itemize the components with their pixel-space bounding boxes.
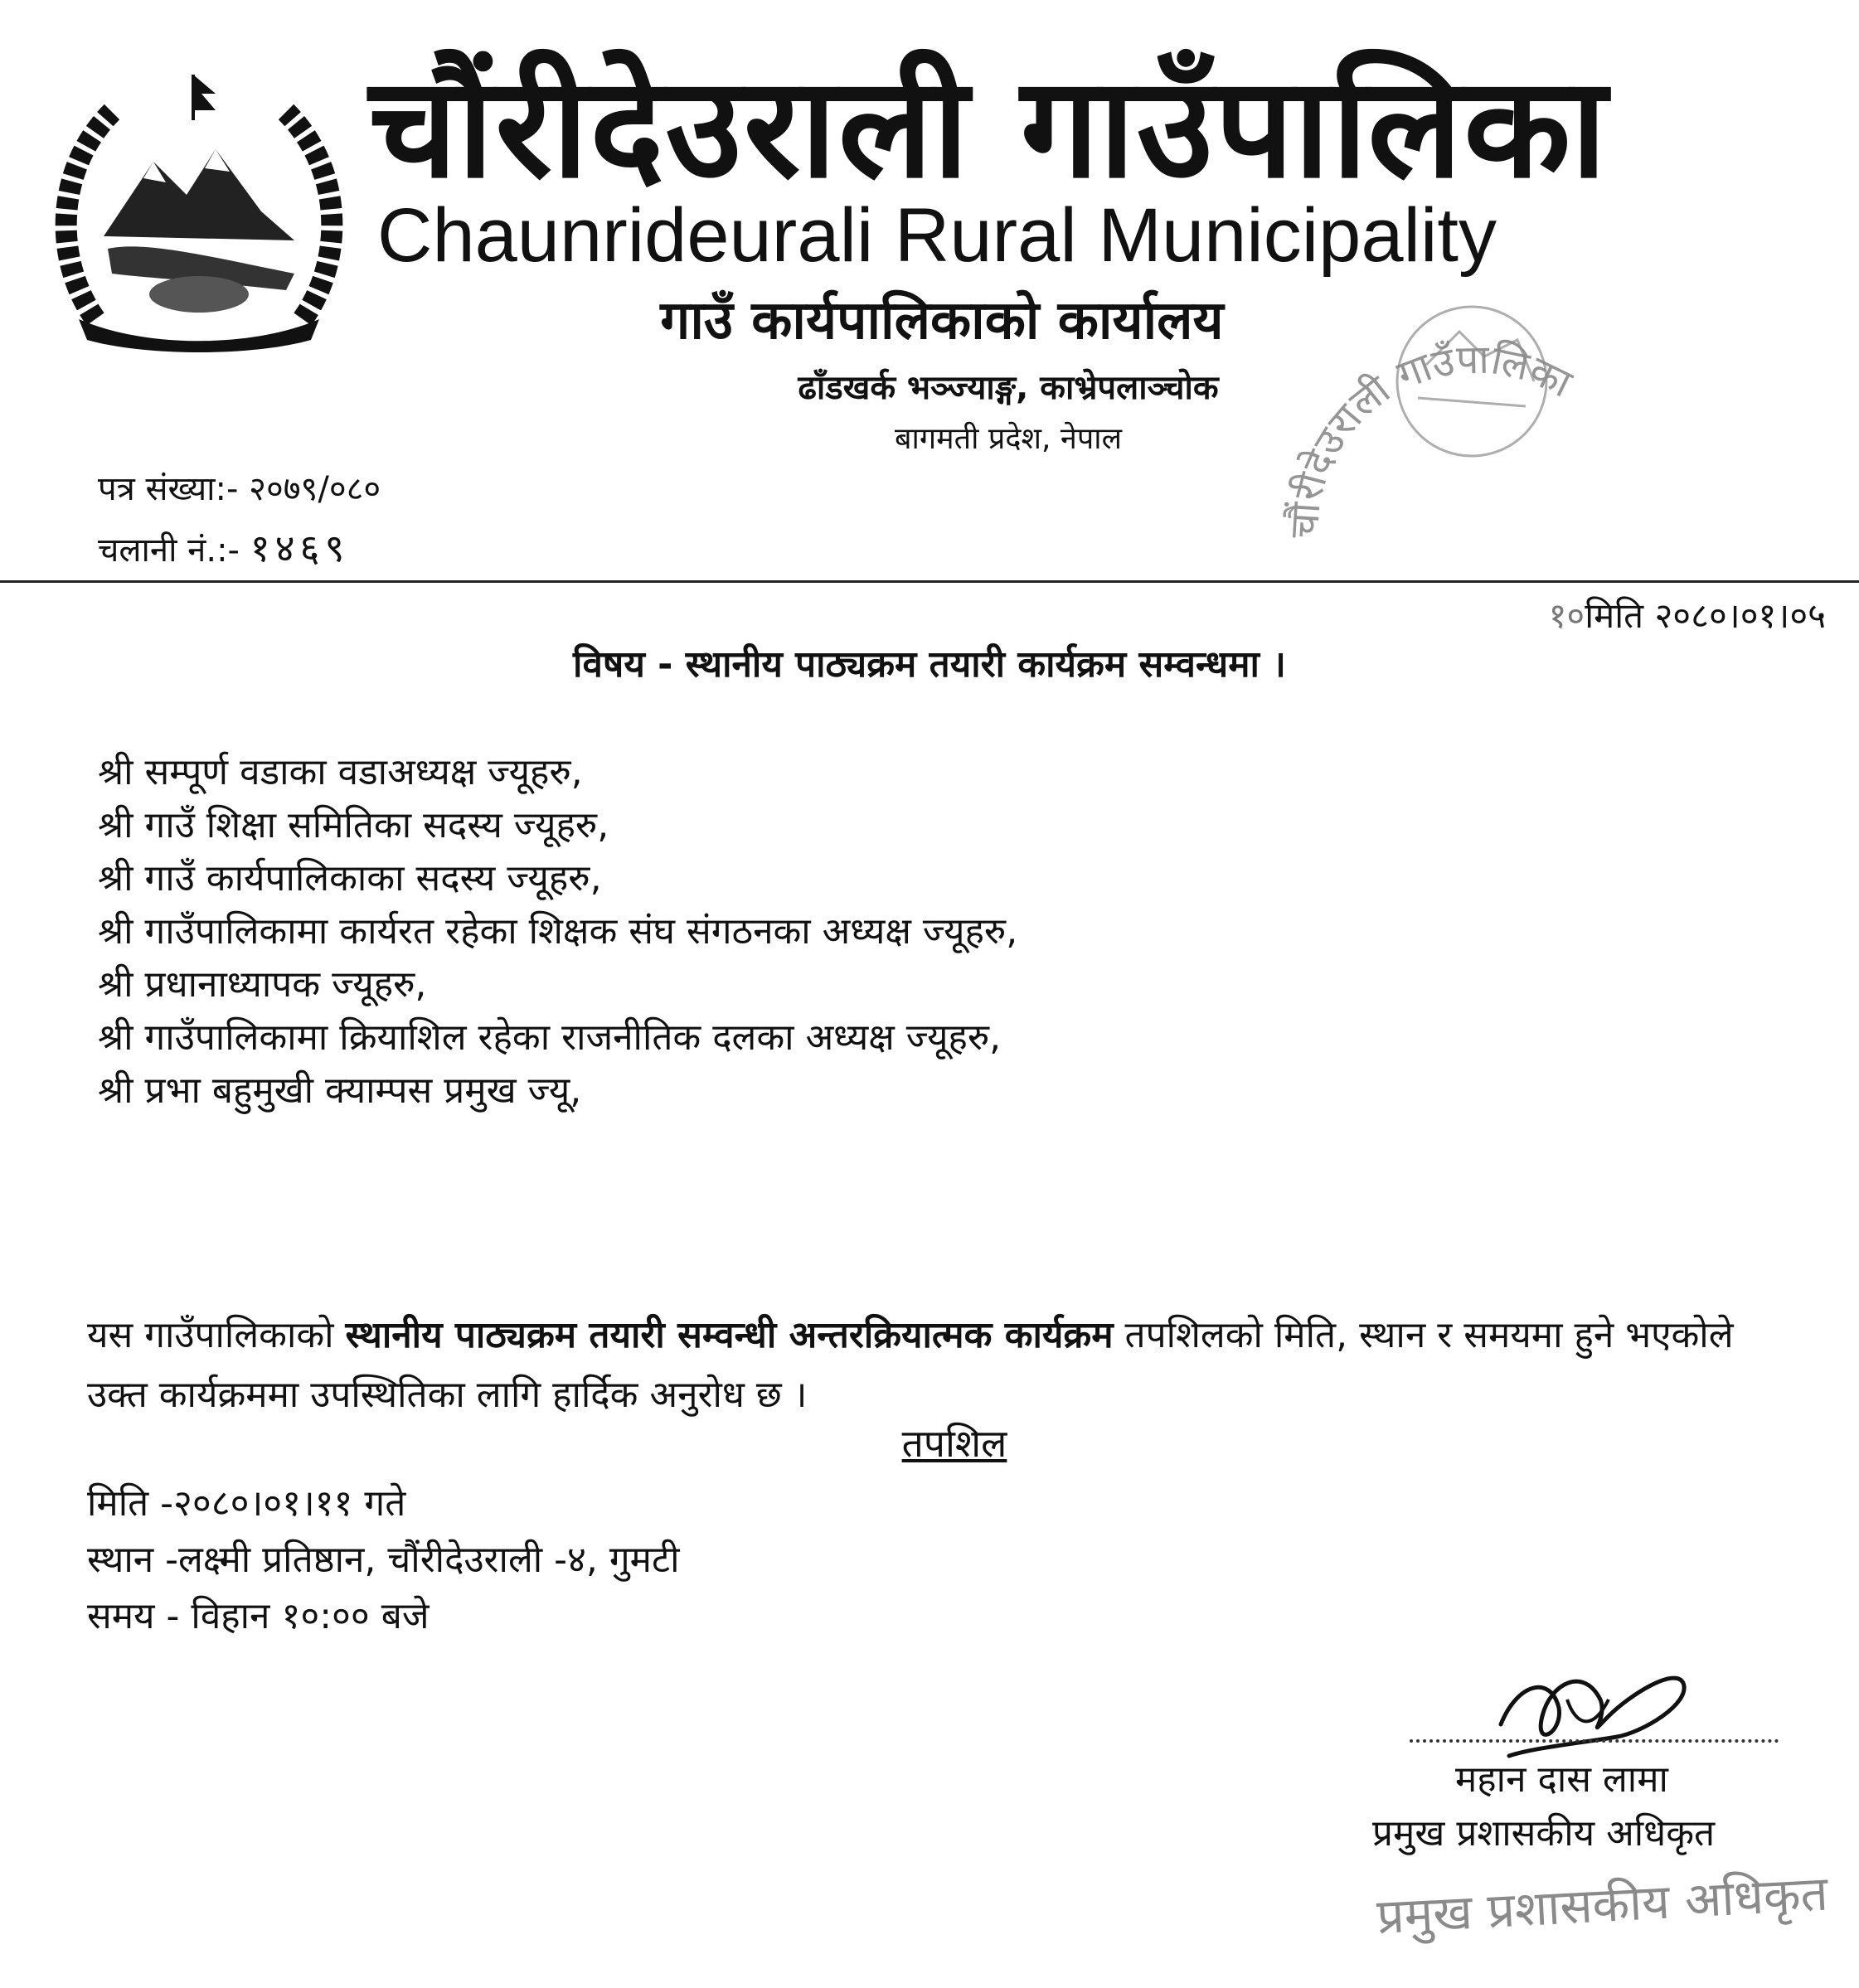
recipient-item: श्री सम्पूर्ण वडाका वडाअध्यक्ष ज्यूहरु,: [98, 751, 583, 793]
office-seal-stamp: [1269, 265, 1667, 597]
body-paragraph: [87, 1306, 1770, 1425]
date-label: मिति: [1585, 595, 1644, 636]
date-prefix: १०: [1548, 595, 1585, 636]
letter-date: [1548, 595, 1826, 636]
letter-number-label: पत्र संख्या:-: [98, 470, 239, 508]
recipient-item: श्री गाउँ कार्यपालिकाका सदस्य ज्यूहरु,: [98, 857, 602, 899]
body-text-bold: स्थानीय पाठ्यक्रम तयारी सम्वन्धी अन्तरक्रियात्मक कार्यक्रम: [345, 1314, 1114, 1356]
address-line-1: ढाँडखर्क भञ्ज्याङ्ग, काभ्रेपलाञ्चोक: [798, 369, 1219, 407]
letter-number-value: २०७९/०८०: [249, 470, 381, 508]
dispatch-number-label: चलानी नं.:-: [98, 531, 240, 570]
signatory-name: महान दास लामा: [1455, 1758, 1668, 1801]
event-details: [87, 1476, 680, 1645]
dispatch-number-row: [98, 526, 350, 570]
recipient-item: श्री गाउँपालिकामा क्रियाशिल रहेका राजनीतिक दलका अध्यक्ष ज्यूहरु,: [98, 1016, 1002, 1059]
subject-line: विषय - स्थानीय पाठ्यक्रम तयारी कार्यक्रम सम्वन्धमा ।: [573, 643, 1286, 686]
recipient-item: श्री गाउँपालिकामा कार्यरत रहेका शिक्षक संघ संगठनका अध्यक्ष ज्यूहरु,: [98, 910, 1018, 953]
dispatch-number-value: १४६९: [250, 526, 350, 570]
details-heading: तपशिल: [901, 1421, 1007, 1466]
seal-ring-text: चौंरीदेउराली गाउँपालिका: [1280, 336, 1580, 540]
event-place: स्थान -लक्ष्मी प्रतिष्ठान, चौंरीदेउराली -४, गुमटी: [87, 1539, 680, 1581]
address-line-2: बागमती प्रदेश, नेपाल: [894, 422, 1123, 456]
letter-number-row: [98, 470, 381, 508]
recipient-list: [98, 746, 1017, 1118]
signatory-title: प्रमुख प्रशासकीय अधिकृत: [1372, 1812, 1716, 1855]
municipality-title-english: Chaunrideurali Rural Municipality: [377, 193, 1497, 278]
municipality-title-nepali: चौंरीदेउराली गाउँपालिका: [369, 46, 1609, 209]
recipient-item: श्री प्रभा बहुमुखी क्याम्पस प्रमुख ज्यू,: [98, 1069, 582, 1112]
body-text-1: यस गाउँपालिकाको: [87, 1314, 346, 1356]
header-divider: [0, 580, 1859, 583]
date-value: २०८०।०१।०५: [1654, 595, 1826, 636]
event-time: समय - विहान १०:०० बजे: [87, 1595, 430, 1637]
recipient-item: श्री प्रधानाध्यापक ज्यूहरु,: [98, 963, 427, 1006]
signature-line: [1410, 1739, 1779, 1743]
recipient-item: श्री गाउँ शिक्षा समितिका सदस्य ज्यूहरु,: [98, 804, 609, 846]
designation-stamp: [1368, 1857, 1830, 1948]
designation-stamp-text: प्रमुख प्रशासकीय अधिकृत: [1375, 1864, 1830, 1945]
office-name: गाउँ कार्यपालिकाको कार्यालय: [660, 290, 1224, 352]
body-text-3: तपशिलको मिति, स्थान र समयमा हुने भएकोले उक्त कार्यक्रममा उपस्थितिका लागि हार्दिक अनुरोध छ ।: [87, 1314, 1734, 1416]
event-date: मिति -२०८०।०१।११ गते: [87, 1482, 406, 1525]
svg-text:चौंरीदेउराली गाउँपालिका: [1281, 337, 1580, 540]
handwritten-signature: [1484, 1650, 1700, 1774]
